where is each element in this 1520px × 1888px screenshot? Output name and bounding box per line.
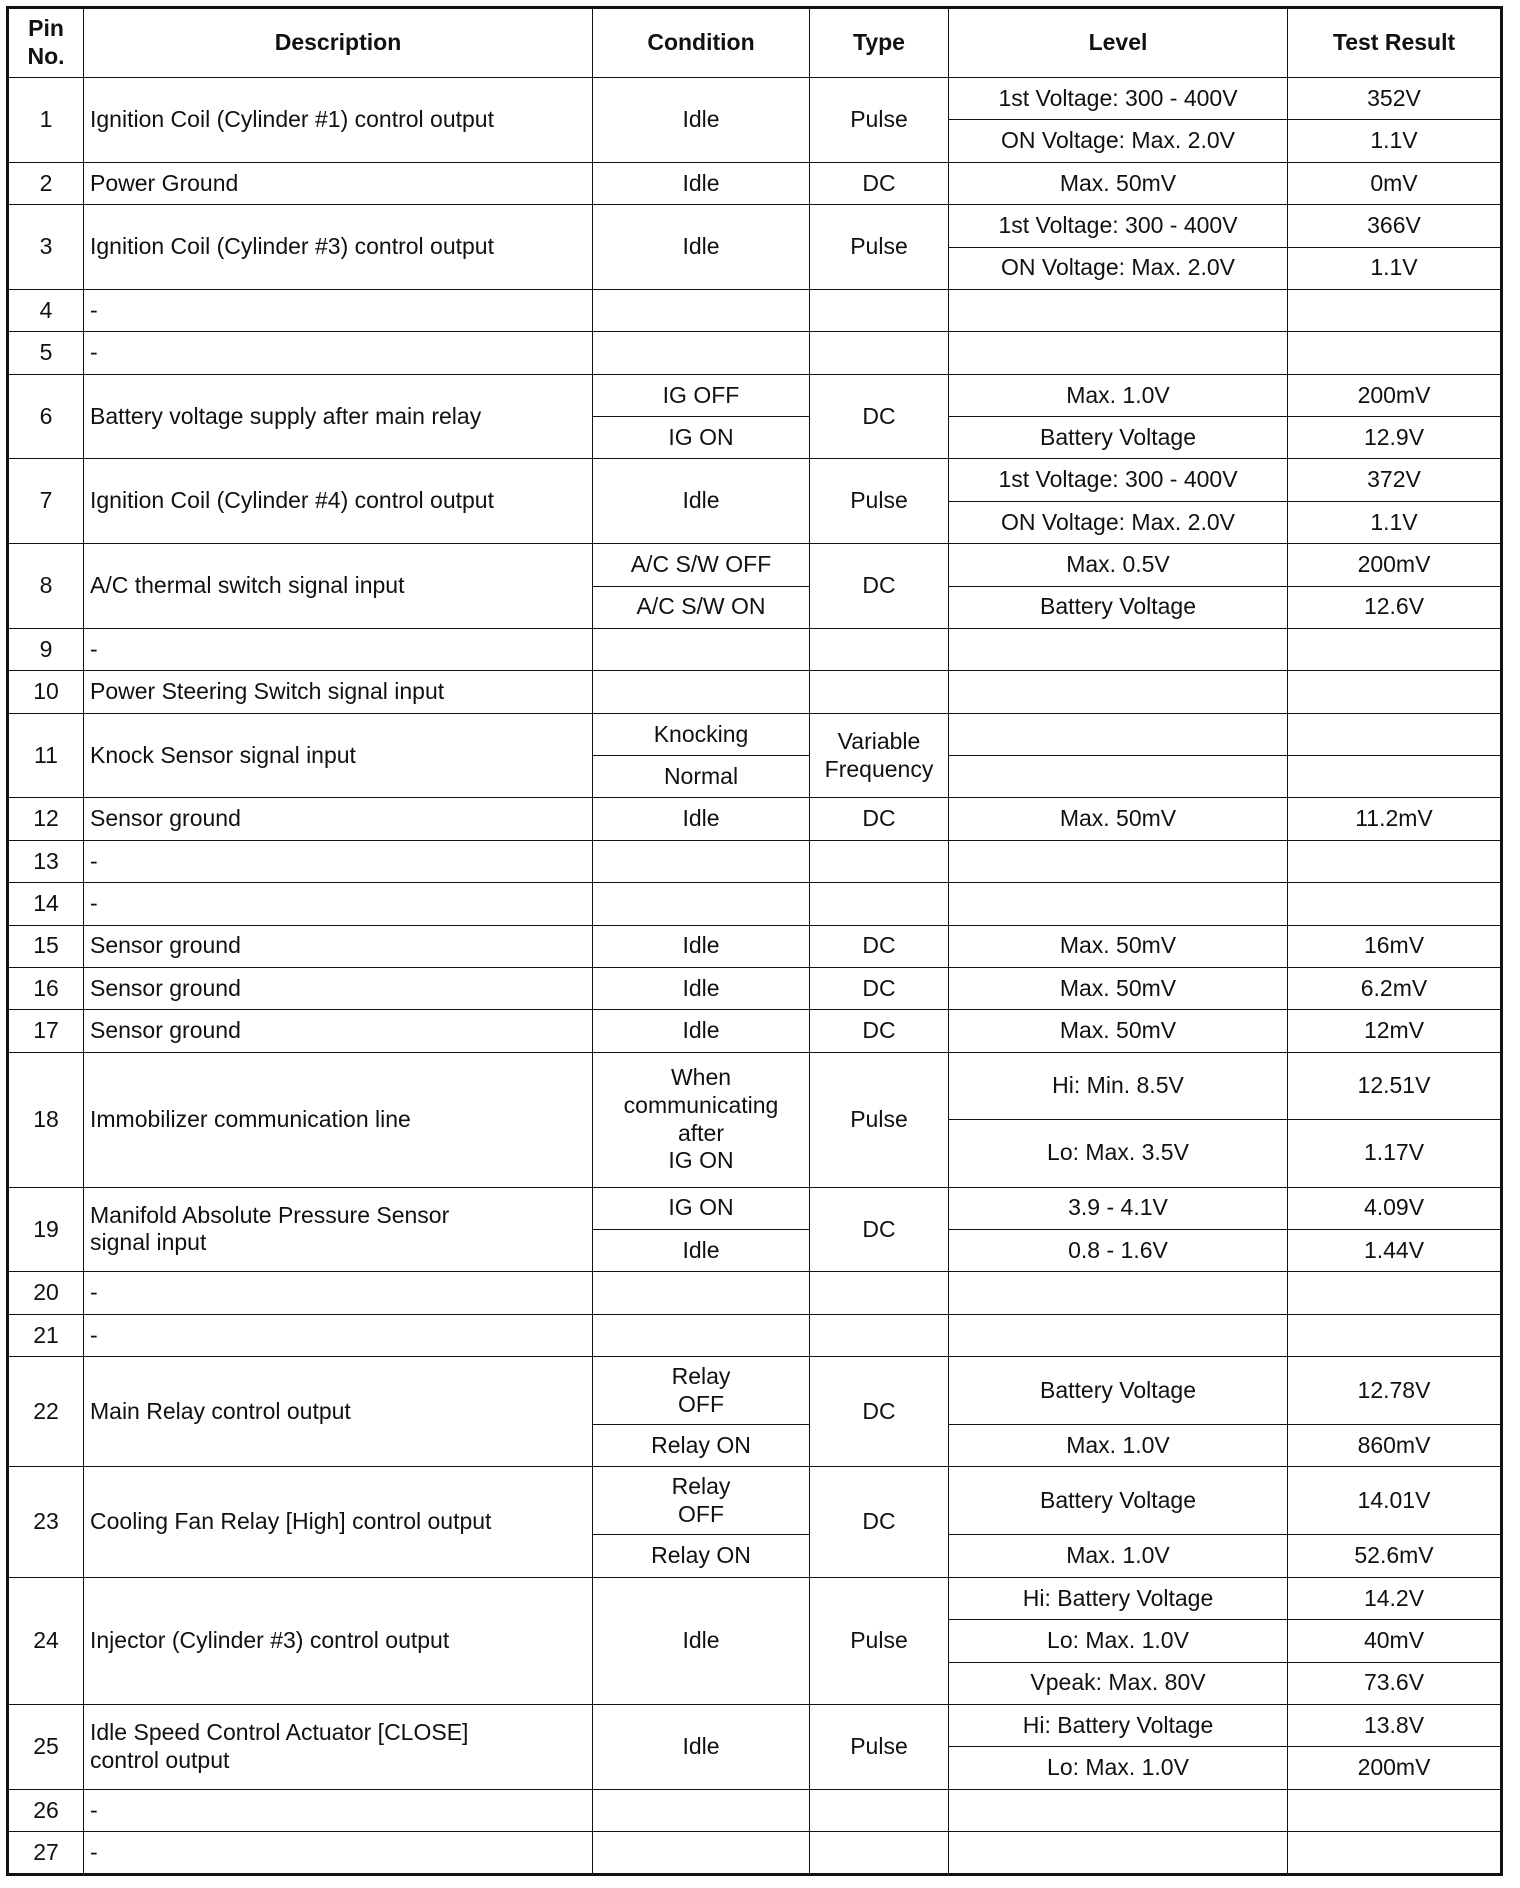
test-result-cell: 40mV — [1288, 1620, 1502, 1662]
test-result-cell: 372V — [1288, 459, 1502, 501]
header-test-result: Test Result — [1288, 8, 1502, 78]
level-cell — [949, 840, 1288, 882]
condition-cell: Idle — [593, 78, 810, 163]
condition-cell — [593, 289, 810, 331]
pin-cell: 4 — [8, 289, 84, 331]
description-cell: - — [84, 1789, 593, 1831]
test-result-cell — [1288, 756, 1502, 798]
type-cell: DC — [810, 374, 949, 459]
description-cell: - — [84, 1832, 593, 1875]
table-row — [8, 332, 1502, 374]
test-result-cell — [1288, 1314, 1502, 1356]
pin-cell: 2 — [8, 162, 84, 204]
pin-cell: 12 — [8, 798, 84, 840]
pin-cell: 21 — [8, 1314, 84, 1356]
type-cell: DC — [810, 162, 949, 204]
test-result-cell: 200mV — [1288, 374, 1502, 416]
type-cell: DC — [810, 925, 949, 967]
test-result-cell: 200mV — [1288, 1747, 1502, 1789]
type-cell: DC — [810, 544, 949, 629]
condition-cell — [593, 1832, 810, 1875]
description-cell: Injector (Cylinder #3) control output — [84, 1577, 593, 1704]
condition-cell: Idle — [593, 1577, 810, 1704]
test-result-cell — [1288, 289, 1502, 331]
pin-cell: 6 — [8, 374, 84, 459]
type-cell — [810, 840, 949, 882]
test-result-cell: 860mV — [1288, 1425, 1502, 1467]
description-cell: Ignition Coil (Cylinder #4) control output — [84, 459, 593, 544]
type-cell — [810, 671, 949, 713]
type-cell — [810, 628, 949, 670]
test-result-cell: 14.01V — [1288, 1467, 1502, 1535]
test-result-cell: 1.1V — [1288, 120, 1502, 162]
test-result-cell — [1288, 1272, 1502, 1314]
test-result-cell: 1.1V — [1288, 247, 1502, 289]
level-cell — [949, 713, 1288, 755]
type-cell: Pulse — [810, 205, 949, 290]
table-row — [8, 1357, 1502, 1425]
level-cell: 1st Voltage: 300 - 400V — [949, 78, 1288, 120]
test-result-cell: 200mV — [1288, 544, 1502, 586]
condition-cell: Normal — [593, 756, 810, 798]
test-result-cell: 12.6V — [1288, 586, 1502, 628]
condition-cell: Relay ON — [593, 1425, 810, 1467]
table-row — [8, 1010, 1502, 1052]
level-cell: Max. 50mV — [949, 1010, 1288, 1052]
description-cell: - — [84, 840, 593, 882]
table-row — [8, 628, 1502, 670]
pin-cell: 8 — [8, 544, 84, 629]
description-cell: Sensor ground — [84, 1010, 593, 1052]
pin-cell: 5 — [8, 332, 84, 374]
test-result-cell: 4.09V — [1288, 1187, 1502, 1229]
level-cell: Max. 0.5V — [949, 544, 1288, 586]
description-cell: - — [84, 1314, 593, 1356]
level-cell — [949, 883, 1288, 925]
type-cell: DC — [810, 798, 949, 840]
pin-cell: 19 — [8, 1187, 84, 1272]
level-cell: Max. 1.0V — [949, 1535, 1288, 1577]
description-cell: A/C thermal switch signal input — [84, 544, 593, 629]
condition-cell: IG ON — [593, 417, 810, 459]
level-cell: Battery Voltage — [949, 1467, 1288, 1535]
test-result-cell: 12.51V — [1288, 1052, 1502, 1119]
table-row — [8, 840, 1502, 882]
pin-cell: 25 — [8, 1704, 84, 1789]
test-result-cell: 1.44V — [1288, 1229, 1502, 1271]
condition-cell — [593, 1272, 810, 1314]
condition-cell: A/C S/W OFF — [593, 544, 810, 586]
test-result-cell: 12mV — [1288, 1010, 1502, 1052]
description-cell: - — [84, 1272, 593, 1314]
pin-cell: 7 — [8, 459, 84, 544]
condition-cell: When communicating after IG ON — [593, 1052, 810, 1187]
table-row — [8, 544, 1502, 586]
pin-cell: 15 — [8, 925, 84, 967]
condition-cell — [593, 1789, 810, 1831]
test-result-cell — [1288, 1832, 1502, 1875]
level-cell — [949, 1832, 1288, 1875]
pin-cell: 3 — [8, 205, 84, 290]
test-result-cell — [1288, 671, 1502, 713]
condition-cell: Knocking — [593, 713, 810, 755]
condition-cell: A/C S/W ON — [593, 586, 810, 628]
level-cell — [949, 1272, 1288, 1314]
test-result-cell — [1288, 840, 1502, 882]
header-pin: Pin No. — [8, 8, 84, 78]
test-result-cell: 6.2mV — [1288, 967, 1502, 1009]
type-cell: Pulse — [810, 1052, 949, 1187]
type-cell — [810, 1789, 949, 1831]
pin-cell: 26 — [8, 1789, 84, 1831]
table-row — [8, 925, 1502, 967]
pin-cell: 13 — [8, 840, 84, 882]
table-row — [8, 78, 1502, 120]
table-row — [8, 1314, 1502, 1356]
test-result-cell: 12.78V — [1288, 1357, 1502, 1425]
pin-cell: 17 — [8, 1010, 84, 1052]
condition-cell: Idle — [593, 162, 810, 204]
condition-cell: Idle — [593, 967, 810, 1009]
test-result-cell — [1288, 1789, 1502, 1831]
level-cell: Max. 1.0V — [949, 1425, 1288, 1467]
level-cell: ON Voltage: Max. 2.0V — [949, 501, 1288, 543]
table-row — [8, 1467, 1502, 1535]
type-cell: Pulse — [810, 459, 949, 544]
condition-cell — [593, 1314, 810, 1356]
level-cell: Max. 50mV — [949, 798, 1288, 840]
condition-cell — [593, 671, 810, 713]
description-cell: Immobilizer communication line — [84, 1052, 593, 1187]
condition-cell: Relay OFF — [593, 1357, 810, 1425]
condition-cell — [593, 332, 810, 374]
condition-cell: Idle — [593, 925, 810, 967]
table-row — [8, 1577, 1502, 1619]
table-row — [8, 1789, 1502, 1831]
condition-cell: Relay OFF — [593, 1467, 810, 1535]
condition-cell: Idle — [593, 1229, 810, 1271]
description-cell: - — [84, 332, 593, 374]
pin-cell: 24 — [8, 1577, 84, 1704]
table-row — [8, 205, 1502, 247]
condition-cell: Idle — [593, 205, 810, 290]
pin-cell: 27 — [8, 1832, 84, 1875]
header-level: Level — [949, 8, 1288, 78]
type-cell — [810, 289, 949, 331]
condition-cell: Idle — [593, 1704, 810, 1789]
level-cell — [949, 332, 1288, 374]
table-row — [8, 1187, 1502, 1229]
level-cell: Lo: Max. 1.0V — [949, 1620, 1288, 1662]
pin-cell: 9 — [8, 628, 84, 670]
test-result-cell: 73.6V — [1288, 1662, 1502, 1704]
level-cell: 1st Voltage: 300 - 400V — [949, 459, 1288, 501]
description-cell: Knock Sensor signal input — [84, 713, 593, 798]
test-result-cell — [1288, 883, 1502, 925]
level-cell — [949, 1789, 1288, 1831]
type-cell — [810, 1314, 949, 1356]
level-cell: 1st Voltage: 300 - 400V — [949, 205, 1288, 247]
test-result-cell: 366V — [1288, 205, 1502, 247]
test-result-cell: 1.1V — [1288, 501, 1502, 543]
table-row — [8, 883, 1502, 925]
test-result-cell — [1288, 713, 1502, 755]
pin-cell: 11 — [8, 713, 84, 798]
header-type: Type — [810, 8, 949, 78]
level-cell: Max. 1.0V — [949, 374, 1288, 416]
level-cell: Lo: Max. 1.0V — [949, 1747, 1288, 1789]
level-cell: 3.9 - 4.1V — [949, 1187, 1288, 1229]
condition-cell: Idle — [593, 459, 810, 544]
level-cell: Max. 50mV — [949, 925, 1288, 967]
condition-cell — [593, 840, 810, 882]
condition-cell: Relay ON — [593, 1535, 810, 1577]
test-result-cell: 1.17V — [1288, 1120, 1502, 1187]
type-cell: Variable Frequency — [810, 713, 949, 798]
test-result-cell — [1288, 332, 1502, 374]
table-row — [8, 798, 1502, 840]
pin-cell: 22 — [8, 1357, 84, 1467]
header-description: Description — [84, 8, 593, 78]
test-result-cell: 0mV — [1288, 162, 1502, 204]
type-cell: DC — [810, 967, 949, 1009]
description-cell: Ignition Coil (Cylinder #1) control output — [84, 78, 593, 163]
type-cell — [810, 1272, 949, 1314]
description-cell: Main Relay control output — [84, 1357, 593, 1467]
pin-cell: 10 — [8, 671, 84, 713]
condition-cell — [593, 628, 810, 670]
level-cell: 0.8 - 1.6V — [949, 1229, 1288, 1271]
description-cell: - — [84, 289, 593, 331]
condition-cell: Idle — [593, 1010, 810, 1052]
test-result-cell: 16mV — [1288, 925, 1502, 967]
condition-cell: Idle — [593, 798, 810, 840]
description-cell: Idle Speed Control Actuator [CLOSE] control output — [84, 1704, 593, 1789]
description-cell: Manifold Absolute Pressure Sensor signal input — [84, 1187, 593, 1272]
type-cell: Pulse — [810, 1577, 949, 1704]
test-result-cell: 13.8V — [1288, 1704, 1502, 1746]
pin-cell: 18 — [8, 1052, 84, 1187]
description-cell: Power Ground — [84, 162, 593, 204]
test-result-cell: 11.2mV — [1288, 798, 1502, 840]
header-condition: Condition — [593, 8, 810, 78]
description-cell: Cooling Fan Relay [High] control output — [84, 1467, 593, 1577]
description-cell: Battery voltage supply after main relay — [84, 374, 593, 459]
test-result-cell — [1288, 628, 1502, 670]
level-cell — [949, 756, 1288, 798]
type-cell: DC — [810, 1187, 949, 1272]
test-result-cell: 14.2V — [1288, 1577, 1502, 1619]
type-cell: DC — [810, 1467, 949, 1577]
level-cell: Hi: Battery Voltage — [949, 1704, 1288, 1746]
type-cell: Pulse — [810, 1704, 949, 1789]
description-cell: Sensor ground — [84, 925, 593, 967]
table-row — [8, 1052, 1502, 1119]
level-cell — [949, 628, 1288, 670]
test-result-cell: 52.6mV — [1288, 1535, 1502, 1577]
description-cell: - — [84, 883, 593, 925]
condition-cell — [593, 883, 810, 925]
test-result-cell: 12.9V — [1288, 417, 1502, 459]
pin-cell: 20 — [8, 1272, 84, 1314]
table-row — [8, 713, 1502, 755]
table-row — [8, 162, 1502, 204]
level-cell: Vpeak: Max. 80V — [949, 1662, 1288, 1704]
condition-cell: IG ON — [593, 1187, 810, 1229]
level-cell: Max. 50mV — [949, 162, 1288, 204]
pin-cell: 23 — [8, 1467, 84, 1577]
level-cell: Battery Voltage — [949, 586, 1288, 628]
table-row — [8, 289, 1502, 331]
pin-cell: 16 — [8, 967, 84, 1009]
description-cell: Sensor ground — [84, 967, 593, 1009]
level-cell: Battery Voltage — [949, 417, 1288, 459]
description-cell: - — [84, 628, 593, 670]
level-cell: Hi: Min. 8.5V — [949, 1052, 1288, 1119]
type-cell: Pulse — [810, 78, 949, 163]
type-cell — [810, 1832, 949, 1875]
type-cell: DC — [810, 1010, 949, 1052]
pin-table — [6, 6, 1503, 1876]
type-cell — [810, 883, 949, 925]
level-cell — [949, 671, 1288, 713]
level-cell: ON Voltage: Max. 2.0V — [949, 247, 1288, 289]
level-cell: ON Voltage: Max. 2.0V — [949, 120, 1288, 162]
table-row — [8, 374, 1502, 416]
table-row — [8, 1272, 1502, 1314]
level-cell: Lo: Max. 3.5V — [949, 1120, 1288, 1187]
table-row — [8, 1704, 1502, 1746]
type-cell: DC — [810, 1357, 949, 1467]
level-cell — [949, 289, 1288, 331]
type-cell — [810, 332, 949, 374]
pin-cell: 14 — [8, 883, 84, 925]
table-row — [8, 671, 1502, 713]
pin-cell: 1 — [8, 78, 84, 163]
test-result-cell: 352V — [1288, 78, 1502, 120]
level-cell: Battery Voltage — [949, 1357, 1288, 1425]
condition-cell: IG OFF — [593, 374, 810, 416]
table-row — [8, 1832, 1502, 1875]
description-cell: Power Steering Switch signal input — [84, 671, 593, 713]
table-row — [8, 459, 1502, 501]
description-cell: Sensor ground — [84, 798, 593, 840]
description-cell: Ignition Coil (Cylinder #3) control output — [84, 205, 593, 290]
header-row — [8, 8, 1502, 78]
table-row — [8, 967, 1502, 1009]
level-cell: Hi: Battery Voltage — [949, 1577, 1288, 1619]
level-cell — [949, 1314, 1288, 1356]
level-cell: Max. 50mV — [949, 967, 1288, 1009]
